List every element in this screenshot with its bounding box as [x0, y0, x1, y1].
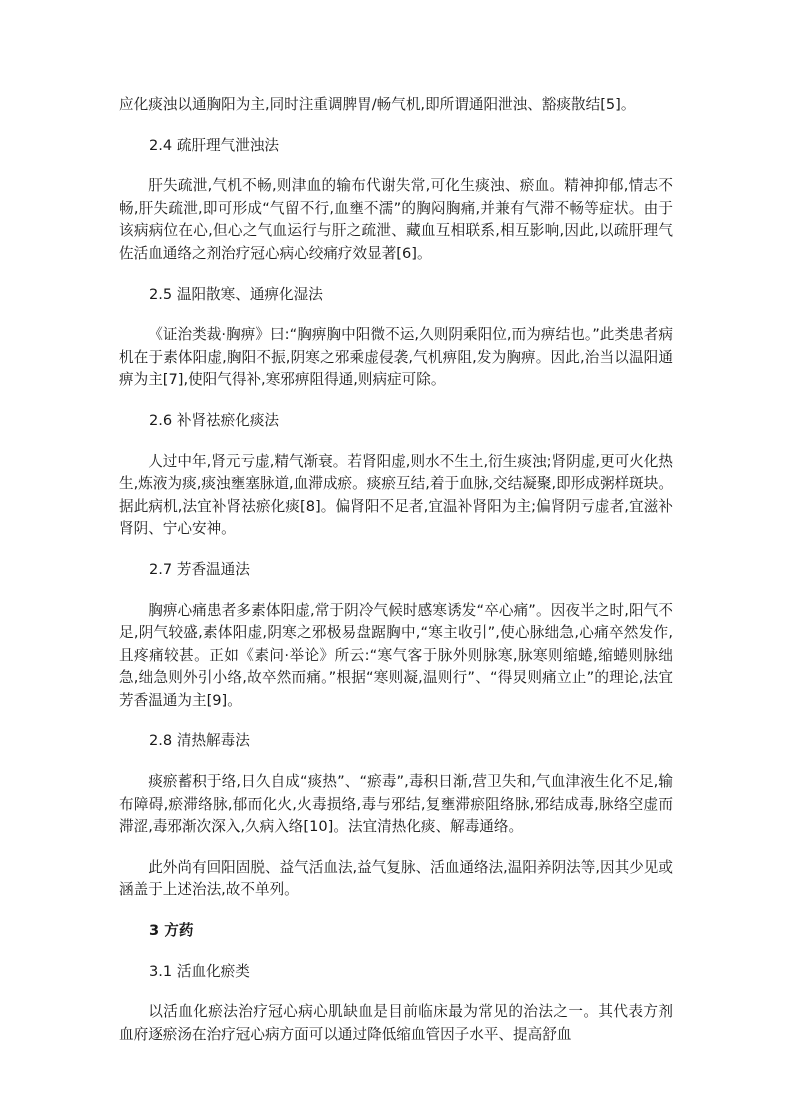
paragraph-other-methods: 此外尚有回阳固脱、益气活血法,益气复脉、活血通络法,温阳养阴法等,因其少见或涵盖于上述治法,故不单列。 [119, 858, 673, 899]
section-heading-3: 3 方药 [149, 922, 194, 940]
spacer [119, 157, 673, 175]
spacer [119, 433, 673, 451]
spacer [119, 753, 673, 771]
paragraph-2-7: 胸痹心痛患者多素体阳虚,常于阴冷气候时感寒诱发“卒心痛”。因夜半之时,阳气不足,阴气较盛,素体阳虚,阴寒之邪极易盘踞胸中,“寒主收引”,使心脉绌急,心痛卒然发作,且疼痛较甚。正如《素问·举论》所云:“寒气客于脉外则脉寒,脉寒则缩蜷,缩蜷则脉绌急,绌急则外引小络,故卒然而痛。”根据“寒则凝,温则行”、“得炅则痛立止”的理论,法宜芳香温通为主[9]。 [119, 601, 673, 709]
spacer [119, 306, 673, 324]
spacer [119, 943, 673, 961]
paragraph-2-5: 《证治类裁·胸痹》曰:“胸痹胸中阳微不运,久则阴乘阳位,而为痹结也。”此类患者病机在于素体阳虚,胸阳不振,阴寒之邪乘虚侵袭,气机痹阻,发为胸痹。因此,治当以温阳通痹为主[7],使阳气得补,寒邪痹阻得通,则病症可除。 [119, 326, 673, 389]
spacer [119, 117, 673, 135]
spacer [119, 902, 673, 920]
section-heading-2-7: 2.7 芳香温通法 [149, 560, 250, 578]
section-heading-2-4: 2.4 疏肝理气泄浊法 [149, 136, 280, 154]
spacer [119, 712, 673, 730]
paragraph-2-8: 痰瘀蓄积于络,日久自成“痰热”、“瘀毒”,毒积日渐,营卫失和,气血津液生化不足,输布障碍,瘀滞络脉,郁而化火,火毒损络,毒与邪结,复壅滞瘀阻络脉,邪结成毒,脉络空虚而滞涩,毒邪渐次深入,久病入络[10]。法宜清热化痰、解毒通络。 [119, 773, 673, 836]
spacer [119, 266, 673, 284]
section-heading-2-8: 2.8 清热解毒法 [149, 732, 250, 750]
paragraph-2-4: 肝失疏泄,气机不畅,则津血的输布代谢失常,可化生痰浊、瘀血。精神抑郁,情志不畅,肝失疏泄,即可形成“气留不行,血壅不濡”的胸闷胸痛,并兼有气滞不畅等症状。由于该病病位在心,但心之气血运行与肝之疏泄、藏血互相联系,相互影响,因此,以疏肝理气佐活血通络之剂治疗冠心病心绞痛疗效显著[6]。 [119, 177, 673, 262]
spacer [119, 392, 673, 410]
section-heading-2-5: 2.5 温阳散寒、通痹化湿法 [149, 285, 323, 303]
spacer [119, 541, 673, 559]
spacer [119, 582, 673, 600]
section-heading-3-1: 3.1 活血化瘀类 [149, 962, 250, 980]
spacer [119, 839, 673, 857]
document-page [119, 94, 673, 1046]
paragraph-3-1: 以活血化瘀法治疗冠心病心肌缺血是目前临床最为常见的治法之一。其代表方剂血府逐瘀汤在治疗冠心病方面可以通过降低缩血管因子水平、提高舒血 [119, 1003, 673, 1043]
paragraph-2-6: 人过中年,肾元亏虚,精气渐衰。若肾阳虚,则水不生土,衍生痰浊;肾阴虚,更可火化热生,炼液为痰,痰浊壅塞脉道,血滞成瘀。痰瘀互结,着于血脉,交结凝聚,即形成粥样斑块。据此病机,法宜补肾祛瘀化痰[8]。偏肾阳不足者,宜温补肾阳为主;偏肾阴亏虚者,宜滋补肾阴、宁心安神。 [119, 452, 673, 538]
section-heading-2-6: 2.6 补肾祛瘀化痰法 [149, 411, 280, 429]
spacer [119, 983, 673, 1001]
paragraph-intro: 应化痰浊以通胸阳为主,同时注重调脾胃/畅气机,即所谓通阳泄浊、豁痰散结[5]。 [119, 96, 636, 113]
